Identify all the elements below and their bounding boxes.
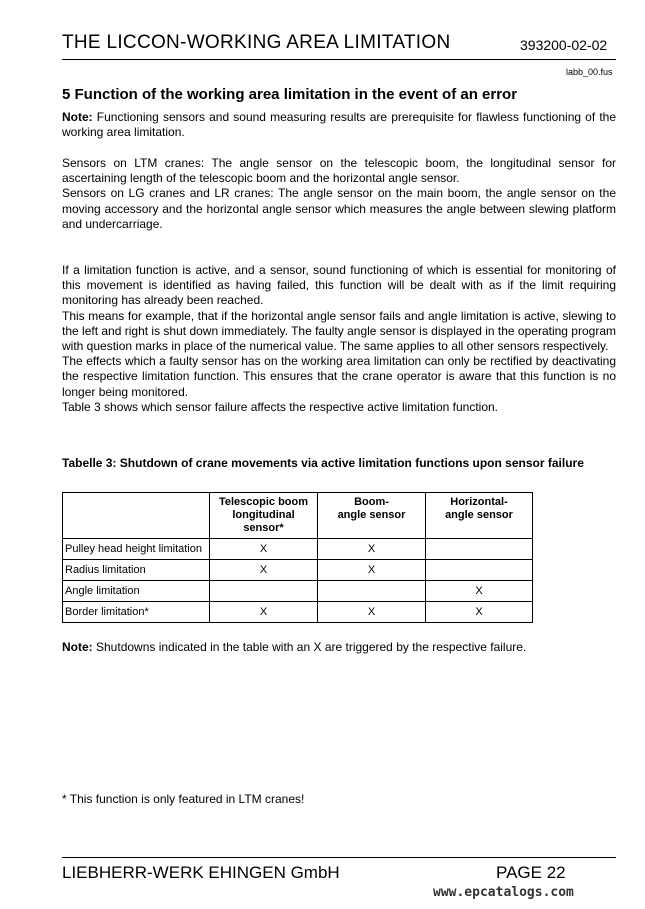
note-label: Note:	[62, 110, 93, 124]
table-cell: X	[426, 602, 533, 623]
failure-text-2: This means for example, that if the horizontal angle sensor fails and angle limitation is active, slewing to the left and right is shut down immediately. The faulty angle sensor is displayed in the operating program with question marks in place of the numerical value. The same applies to all other sensors respectively.	[62, 308, 616, 354]
table-note-text: Shutdowns indicated in the table with an X are triggered by the respective failure.	[92, 640, 527, 654]
table-corner-cell	[63, 493, 210, 539]
table-row	[63, 560, 533, 581]
failure-text-3: The effects which a faulty sensor has on the working area limitation can only be rectified by deactivating the respective limitation function. This ensures that the crane operator is aware that this function is no longer being monitored.	[62, 354, 616, 399]
footnote: * This function is only featured in LTM cranes!	[62, 792, 305, 806]
column-header-label: Telescopic boom longitudinal sensor*	[218, 496, 309, 534]
failure-text-1: If a limitation function is active, and a sensor, sound functioning of which is essential for monitoring of this movement is identified as having failed, this function will be dealt with as if the limit requiring monitoring has already been reached.	[62, 263, 616, 308]
table-cell	[318, 581, 426, 602]
document-title: THE LICCON-WORKING AREA LIMITATION	[62, 32, 451, 53]
failure-paragraph	[62, 263, 616, 415]
section-heading: 5 Function of the working area limitation in the event of an error	[62, 86, 518, 103]
footer-company: LIEBHERR-WERK EHINGEN GmbH	[62, 863, 340, 882]
table-cell: X	[318, 602, 426, 623]
table-row	[63, 539, 533, 560]
header-rule	[62, 59, 616, 60]
table-cell: X	[318, 560, 426, 581]
table-cell: X	[318, 539, 426, 560]
page-number: PAGE 22	[496, 863, 566, 882]
sensor-failure-table	[62, 492, 533, 623]
table-row	[63, 602, 533, 623]
table-cell: X	[210, 539, 318, 560]
lg-lr-sensors-text: Sensors on LG cranes and LR cranes: The angle sensor on the main boom, the angle sensor on the moving accessory and the horizontal angle sensor which measures the angle between slewing platform and undercarriage.	[62, 186, 616, 231]
note-paragraph	[62, 110, 616, 140]
sensors-paragraph	[62, 156, 616, 232]
table-cell	[426, 560, 533, 581]
table-cell	[426, 539, 533, 560]
row-label: Radius limitation	[63, 560, 210, 581]
failure-text-4: Table 3 shows which sensor failure affects the respective active limitation function.	[62, 399, 498, 414]
column-header	[318, 493, 426, 539]
row-label: Pulley head height limitation	[63, 539, 210, 560]
column-header-label: Horizontal- angle sensor	[445, 496, 513, 521]
column-header-label: Boom- angle sensor	[337, 496, 406, 521]
table-row	[63, 581, 533, 602]
row-label: Border limitation*	[63, 602, 210, 623]
note-text: Functioning sensors and sound measuring results are prerequisite for flawless functioning of the working area limitation.	[62, 110, 616, 140]
table-cell: X	[210, 560, 318, 581]
table-note-label: Note:	[62, 640, 93, 654]
table-note	[62, 640, 526, 654]
ltm-sensors-text: Sensors on LTM cranes: The angle sensor on the telescopic boom, the longitudinal sensor for ascertaining length of the telescopic boom and the horizontal angle sensor.	[62, 156, 616, 186]
document-code: 393200-02-02	[520, 37, 608, 53]
table-caption: Tabelle 3: Shutdown of crane movements via active limitation functions upon sensor failure	[62, 456, 584, 470]
footer-rule	[62, 857, 616, 858]
row-label: Angle limitation	[63, 581, 210, 602]
table-header-row	[63, 493, 533, 539]
table-cell: X	[210, 602, 318, 623]
table-cell	[210, 581, 318, 602]
column-header	[210, 493, 318, 539]
table-cell: X	[426, 581, 533, 602]
column-header	[426, 493, 533, 539]
watermark: www.epcatalogs.com	[433, 885, 574, 900]
file-name: labb_00.fus	[566, 67, 613, 77]
